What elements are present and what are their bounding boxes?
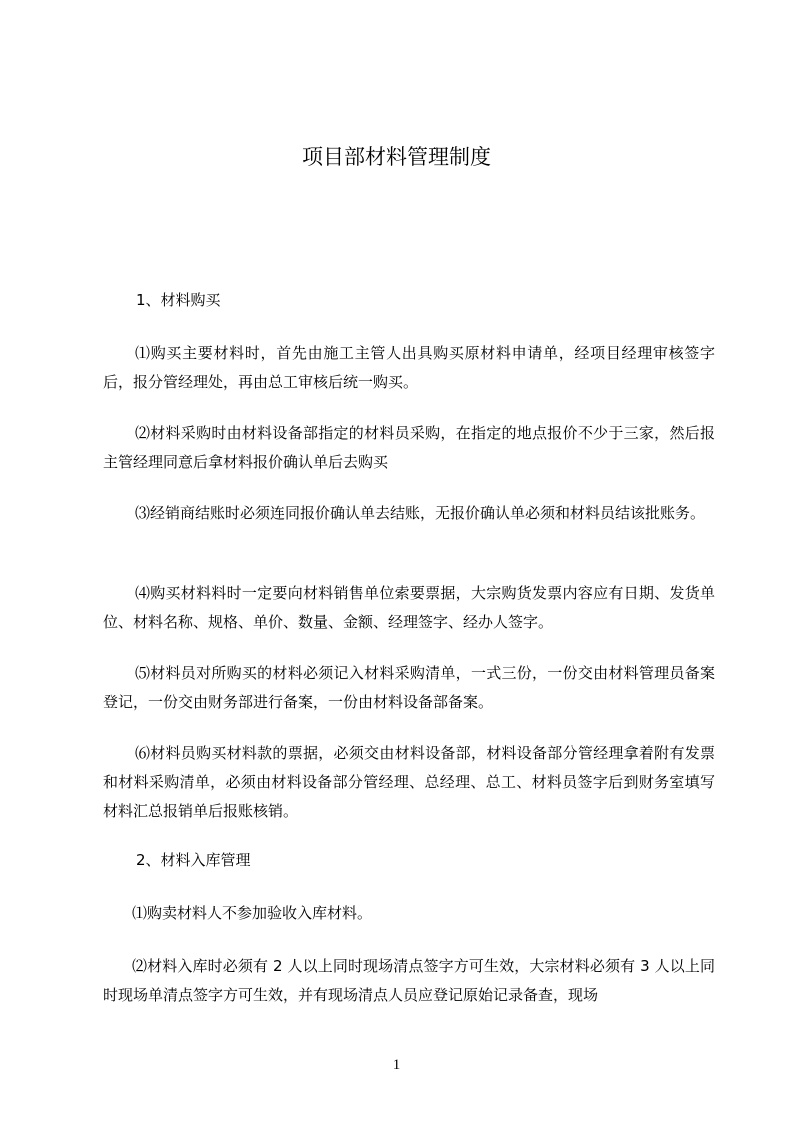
section-item: ⑷购买材料料时一定要向材料销售单位索要票据，大宗购货发票内容应有日期、发货单位、材料名称、规格、单价、数量、金额、经理签字、经办人签字。 xyxy=(103,584,715,631)
section-item: ⑴购买主要材料时，首先由施工主管人出具购买原材料申请单，经项目经理审核签字后，报分管经理处，再由总工审核后统一购买。 xyxy=(103,344,715,391)
section-item: ⑵材料采购时由材料设备部指定的材料员采购，在指定的地点报价不少于三家，然后报主管经理同意后拿材料报价确认单后去购买 xyxy=(103,424,715,471)
section-heading: 1、材料购买 xyxy=(136,291,221,309)
document-title: 项目部材料管理制度 xyxy=(302,145,491,169)
section-item: ⑸材料员对所购买的材料必须记入材料采购清单，一式三份，一份交由材料管理员备案登记，一份交由财务部进行备案，一份由材料设备部备案。 xyxy=(103,664,715,711)
page-number: 1 xyxy=(392,1057,401,1073)
section-item: ⑹材料员购买材料款的票据，必须交由材料设备部，材料设备部分管经理拿着附有发票和材料采购清单，必须由材料设备部分管经理、总经理、总工、材料员签字后到财务室填写材料汇总报销单后报账核销。 xyxy=(103,744,715,820)
section-heading: 2、材料入库管理 xyxy=(136,851,251,869)
section-item: ⑶经销商结账时必须连同报价确认单去结账，无报价确认单必须和材料员结该批账务。 xyxy=(135,504,706,522)
section-item: ⑴购卖材料人不参加验收入库材料。 xyxy=(132,904,373,922)
section-item: ⑵材料入库时必须有 2 人以上同时现场清点签字方可生效，大宗材料必须有 3 人以上同时现场单清点签字方可生效，并有现场清点人员应登记原始记录备查，现场 xyxy=(103,957,715,1004)
